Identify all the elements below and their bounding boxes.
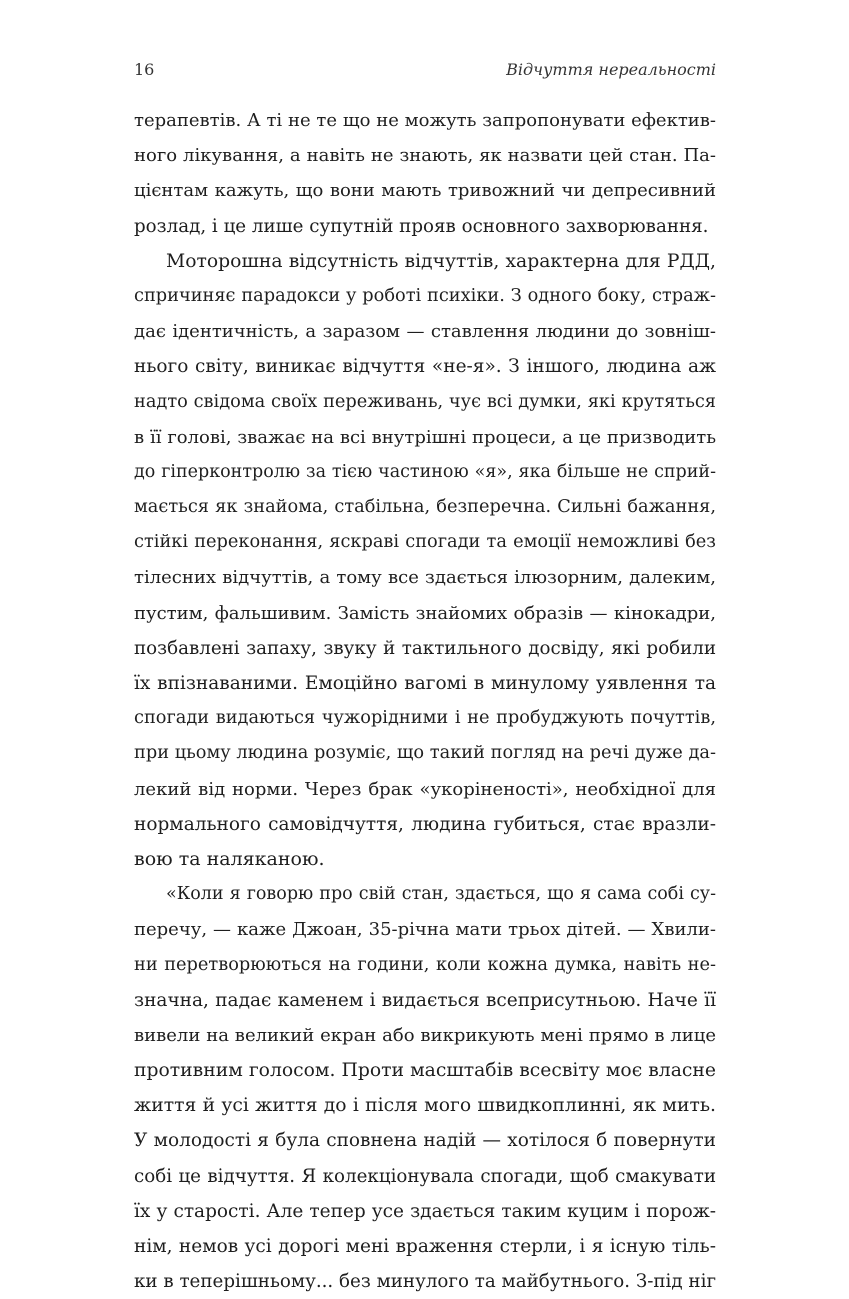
text-line: мається як знайома, стабільна, безперечна. Сильні бажання, [134,497,716,518]
running-header [134,60,716,86]
text-line: значна, падає каменем і видається всеприсутньою. Наче її [134,989,716,1011]
text-line: терапевтів. А ті не те що не можуть запропонувати ефектив- [134,110,716,131]
text-line: тілесних відчуттів, а тому все здається ілюзорним, далеким, [134,567,716,589]
text-line: нім, немов усі дорогі мені враження стерли, і я існую тіль- [134,1236,716,1257]
text-line: ного лікування, а навіть не знають, як назвати цей стан. Па- [134,145,716,167]
text-line: «Коли я говорю про свій стан, здається, що я сама собі су- [166,884,716,905]
text-line: їх у старості. Але тепер усе здається таким куцим і порож- [134,1200,716,1222]
text-line: спричиняє парадокси у роботі психіки. З одного боку, страж- [134,285,716,306]
text-line: пустим, фальшивим. Замість знайомих образів — кінокадри, [134,602,716,624]
text-line: надто свідома своїх переживань, чує всі думки, які крутяться [134,391,716,412]
text-line: цієнтам кажуть, що вони мають тривожний чи депресивний [134,180,716,202]
text-line: противним голосом. Проти масштабів всесвіту моє власне [134,1060,716,1082]
text-line: позбавлені запаху, звуку й тактильного досвіду, які робили [134,637,716,659]
text-line: Моторошна відсутність відчуттів, характерна для РДД, [166,250,716,272]
text-line: в її голові, зважає на всі внутрішні процеси, а це призводить [134,426,716,448]
running-title: Відчуття нереальності [506,60,716,79]
text-line: розлад, і це лише супутній прояв основного захворювання. [134,215,709,237]
text-line: У молодості я була сповнена надій — хотілося б повернути [134,1130,716,1152]
body-text [134,103,716,1299]
text-line: життя й усі життя до і після мого швидкоплинні, як мить. [134,1095,716,1117]
text-line: ни перетворюються на години, коли кожна думка, навіть не- [134,954,716,975]
text-line: нього світу, виникає відчуття «не-я». З іншого, людина аж [134,356,716,378]
text-line: спогади видаються чужорідними і не пробуджують почуттів, [134,708,716,729]
text-line: вивели на великий екран або викрикують мені прямо в лице [134,1024,716,1046]
text-line: вою та наляканою. [134,847,325,870]
text-line: ки в теперішньому... без минулого та майбутнього. З-під ніг [134,1271,716,1293]
text-line: лекий від норми. Через брак «укоріненості», необхідної для [134,778,716,800]
text-line: до гіперконтролю за тією частиною «я», яка більше не сприй- [134,461,716,482]
text-line: дає ідентичність, а заразом — ставлення людини до зовніш- [134,321,716,343]
text-line: при цьому людина розуміє, що такий погляд на речі дуже да- [134,743,716,764]
page-number: 16 [134,60,155,79]
text-line: нормального самовідчуття, людина губиться, стає вразли- [134,813,716,835]
text-line: собі це відчуття. Я колекціонувала спогади, щоб смакувати [134,1165,716,1187]
text-line: стійкі переконання, яскраві спогади та емоції неможливі без [134,532,716,553]
text-line: їх впізнаваними. Емоційно вагомі в минулому уявлення та [134,673,716,694]
text-line: перечу, — каже Джоан, 35-річна мати трьох дітей. — Хвили- [134,919,716,941]
